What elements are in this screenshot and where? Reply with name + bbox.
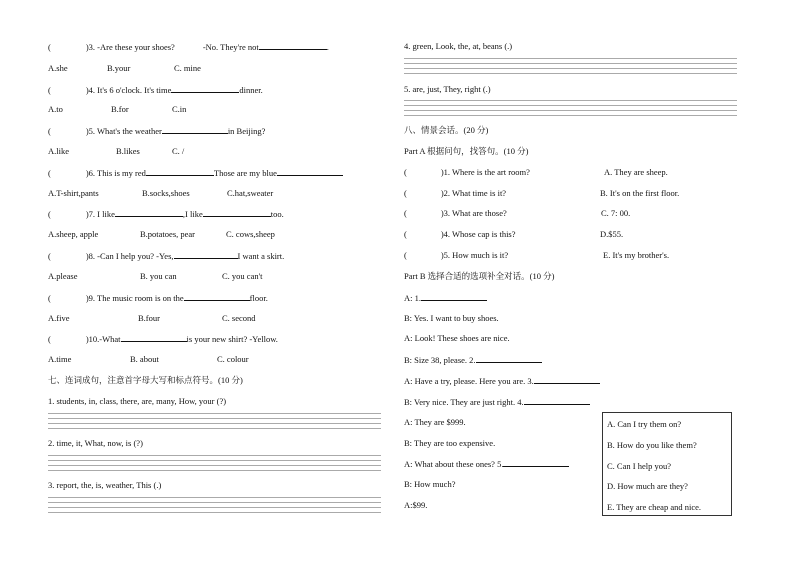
question-10: ( )10.-What is your new shirt? -Yellow. bbox=[48, 334, 278, 344]
option-c: C. colour bbox=[217, 354, 249, 364]
writing-line[interactable] bbox=[48, 455, 381, 456]
option-a: A.like bbox=[48, 146, 70, 156]
choices-box bbox=[602, 412, 732, 516]
match-question-5: ( )5. How much is it? bbox=[404, 250, 509, 260]
option-c: C.hat,sweater bbox=[227, 188, 274, 198]
option-b: B.potatoes, pear bbox=[140, 229, 195, 239]
option-a: A.T-shirt,pants bbox=[48, 188, 99, 198]
dialog-line-2: B: Yes. I want to buy shoes. bbox=[404, 313, 499, 323]
option-a: A.please bbox=[48, 271, 78, 281]
dialog-line-5: A: Have a try, please. Here you are. 3. bbox=[404, 375, 600, 386]
question-6: ( )6. This is my red Those are my blue bbox=[48, 167, 343, 178]
match-question-1: ( )1. Where is the art room? bbox=[404, 167, 530, 177]
writing-line bbox=[48, 502, 381, 503]
option-b: B.your bbox=[107, 63, 131, 73]
writing-line bbox=[404, 110, 737, 111]
writing-line bbox=[48, 428, 381, 429]
dialog-line-8: B: They are too expensive. bbox=[404, 438, 496, 448]
dialog-line-10: B: How much? bbox=[404, 479, 456, 489]
question-5: ( )5. What's the weather in Beijing? bbox=[48, 126, 266, 136]
choice-c: C. Can I help you? bbox=[607, 461, 671, 471]
answer-blank[interactable] bbox=[115, 208, 183, 217]
match-question-3: ( )3. What are those? bbox=[404, 208, 507, 218]
option-a: A.to bbox=[48, 104, 63, 114]
writing-line bbox=[48, 507, 381, 508]
answer-blank[interactable] bbox=[174, 250, 238, 259]
match-answer-a: A. They are sheep. bbox=[604, 167, 668, 177]
writing-line bbox=[48, 418, 381, 419]
answer-blank[interactable] bbox=[524, 396, 590, 405]
option-a: A.she bbox=[48, 63, 68, 73]
writing-line[interactable] bbox=[48, 413, 381, 414]
dialog-line-7: A: They are $999. bbox=[404, 417, 466, 427]
match-question-2: ( )2. What time is it? bbox=[404, 188, 507, 198]
answer-blank[interactable] bbox=[146, 167, 214, 176]
answer-blank[interactable] bbox=[421, 292, 487, 301]
answer-blank[interactable] bbox=[503, 458, 569, 467]
dialog-line-4: B: Size 38, please. 2. bbox=[404, 354, 542, 365]
option-a: A.time bbox=[48, 354, 72, 364]
section-7-title: 七、连词成句，注意首字母大写和标点符号。(10 分) bbox=[48, 375, 243, 385]
answer-blank[interactable] bbox=[162, 125, 228, 134]
answer-blank[interactable] bbox=[171, 84, 239, 93]
part-b-title: Part B 选择合适的选项补全对话。(10 分) bbox=[404, 271, 555, 281]
dialog-line-1: A: 1. bbox=[404, 292, 487, 303]
choice-e: E. They are cheap and nice. bbox=[607, 502, 702, 512]
part-a-title: Part A 根据问句，找答句。(10 分) bbox=[404, 146, 529, 156]
writing-line bbox=[404, 63, 737, 64]
option-a: A.sheep, apple bbox=[48, 229, 99, 239]
option-b: B.four bbox=[138, 313, 160, 323]
dialog-line-11: A:$99. bbox=[404, 500, 428, 510]
dialog-line-6: B: Very nice. They are just right. 4. bbox=[404, 396, 590, 407]
option-b: B.for bbox=[111, 104, 129, 114]
writing-line bbox=[404, 68, 737, 69]
question-4: ( )4. It's 6 o'clock. It's time dinner. bbox=[48, 85, 263, 95]
option-c: C. second bbox=[222, 313, 256, 323]
writing-line bbox=[48, 470, 381, 471]
answer-blank[interactable] bbox=[259, 41, 327, 50]
question-8: ( )8. -Can I help you? -Yes, I want a skirt. bbox=[48, 251, 285, 261]
choice-d: D. How much are they? bbox=[607, 481, 688, 491]
answer-blank[interactable] bbox=[203, 208, 271, 217]
choice-b: B. How do you like them? bbox=[607, 440, 697, 450]
answer-blank[interactable] bbox=[184, 292, 250, 301]
answer-blank[interactable] bbox=[121, 333, 187, 342]
match-answer-b: B. It's on the first floor. bbox=[600, 188, 680, 198]
match-question-4: ( )4. Whose cap is this? bbox=[404, 229, 516, 239]
question-9: ( )9. The music room is on the floor. bbox=[48, 293, 268, 303]
option-b: B. about bbox=[130, 354, 159, 364]
dialog-line-3: A: Look! These shoes are nice. bbox=[404, 333, 510, 343]
option-c: C. / bbox=[172, 146, 185, 156]
match-answer-c: C. 7: 00. bbox=[601, 208, 631, 218]
choice-a: A. Can I try them on? bbox=[607, 419, 682, 429]
section-8-title: 八、情景会话。(20 分) bbox=[404, 125, 489, 135]
question-3: ( )3. -Are these your shoes? -No. They're not . bbox=[48, 42, 329, 52]
answer-blank[interactable] bbox=[277, 167, 343, 176]
writing-line bbox=[404, 115, 737, 116]
dialog-line-9: A: What about these ones? 5. bbox=[404, 458, 569, 469]
option-b: B.socks,shoes bbox=[142, 188, 190, 198]
writing-line[interactable] bbox=[404, 58, 737, 59]
option-c: C. cows,sheep bbox=[226, 229, 275, 239]
match-answer-e: E. It's my brother's. bbox=[603, 250, 670, 260]
option-c: C.in bbox=[172, 104, 187, 114]
option-b: B.likes bbox=[116, 146, 140, 156]
sentence-item-4: 4. green, Look, the, at, beans (.) bbox=[404, 41, 513, 51]
option-c: C. mine bbox=[174, 63, 201, 73]
writing-line bbox=[48, 512, 381, 513]
option-c: C. you can't bbox=[222, 271, 263, 281]
sentence-item-5: 5. are, just, They, right (.) bbox=[404, 84, 491, 94]
match-answer-d: D.$55. bbox=[600, 229, 624, 239]
option-a: A.five bbox=[48, 313, 70, 323]
sentence-item-1: 1. students, in, class, there, are, many, How, your (?) bbox=[48, 396, 227, 406]
writing-line bbox=[404, 105, 737, 106]
writing-line[interactable] bbox=[404, 100, 737, 101]
sentence-item-2: 2. time, it, What, now, is (?) bbox=[48, 438, 143, 448]
option-b: B. you can bbox=[140, 271, 177, 281]
writing-line[interactable] bbox=[48, 497, 381, 498]
writing-line bbox=[404, 73, 737, 74]
writing-line bbox=[48, 465, 381, 466]
writing-line bbox=[48, 460, 381, 461]
answer-blank[interactable] bbox=[476, 354, 542, 363]
answer-blank[interactable] bbox=[534, 375, 600, 384]
question-7: ( )7. I like ,I like too. bbox=[48, 209, 284, 219]
writing-line bbox=[48, 423, 381, 424]
sentence-item-3: 3. report, the, is, weather, This (.) bbox=[48, 480, 162, 490]
